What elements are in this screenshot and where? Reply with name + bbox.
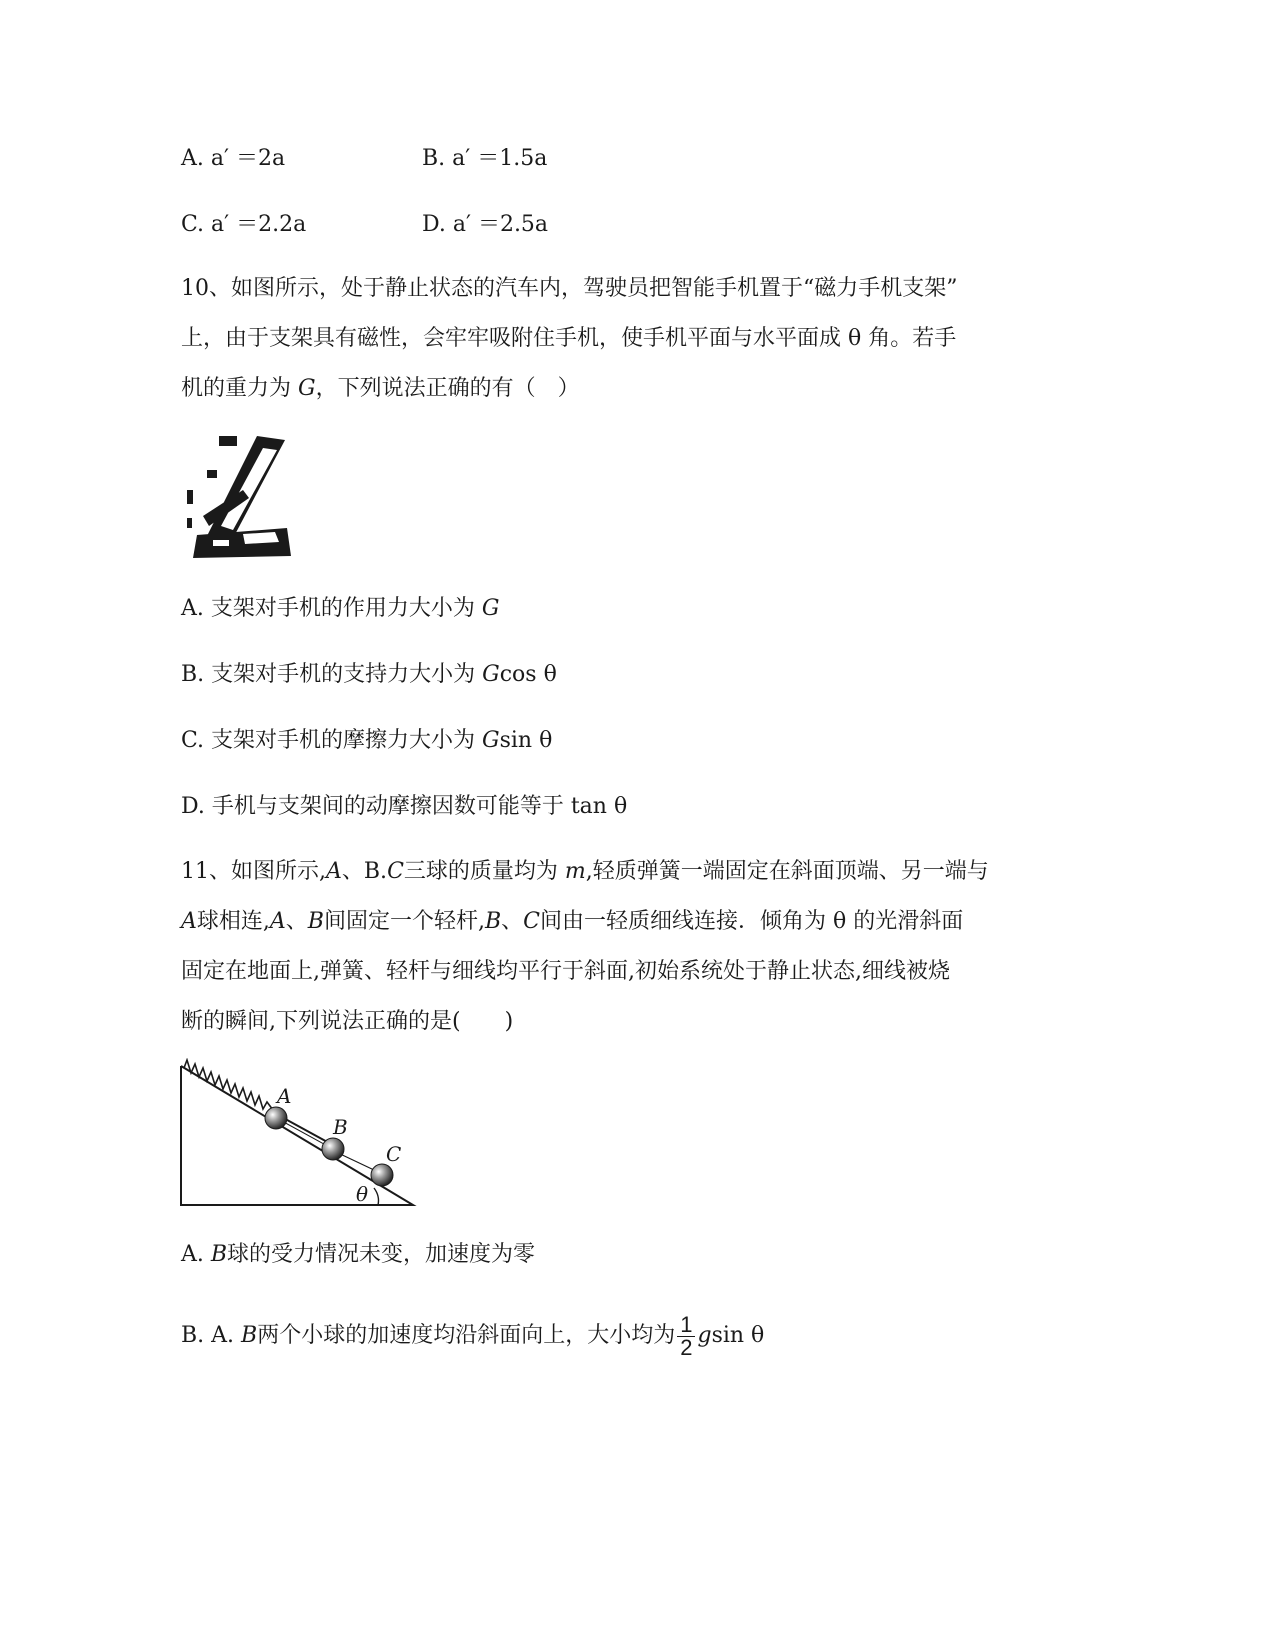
q10-option-b [181, 660, 557, 690]
fraction-denominator: 2 [680, 1334, 693, 1360]
q11-option-b-fraction [677, 1311, 695, 1360]
q11-option-a [181, 1240, 535, 1270]
q11-l1-b: 、B. [341, 859, 388, 884]
q10-line3-prefix: 机的重力为 [181, 376, 298, 401]
q11-l2-a: 球相连, [196, 909, 270, 934]
q11-stem-line3: 固定在地面上,弹簧、轻杆与细线均平行于斜面,初始系统处于静止状态,细线被烧 [181, 959, 950, 984]
fraction-numerator: 1 [677, 1314, 695, 1337]
q10-option-c-text: C. 支架对手机的摩擦力大小为 [181, 728, 483, 753]
q11-l2-d: 、 [501, 909, 524, 934]
label-a: A [277, 1084, 292, 1108]
q11-l2-ball-a2: A [269, 909, 286, 934]
q10-stem-line3 [181, 364, 1051, 414]
spring [184, 1060, 273, 1110]
ball-c [371, 1164, 393, 1186]
q11-l1-ball-c: C [387, 859, 404, 884]
q10-option-b-suffix: cos θ [499, 662, 557, 687]
q10-option-a-text: A. 支架对手机的作用力大小为 [181, 596, 482, 621]
q10-stem-line2: 上，由于支架具有磁性，会牢牢吸附住手机，使手机平面与水平面成 θ 角。若手 [181, 326, 957, 351]
q10-stem [181, 264, 1051, 414]
q10-gravity-var: G [298, 376, 316, 401]
q11-l2-c: 间固定一个轻杆, [323, 909, 485, 934]
q11-option-a-var: B [210, 1242, 228, 1267]
q10-line3-suffix: ，下列说法正确的有（ ） [315, 376, 580, 401]
q11-l1-d: ,轻质弹簧一端固定在斜面顶端、另一端与 [585, 859, 989, 884]
ball-b [322, 1138, 344, 1160]
q11-l2-ball-b2: B [484, 909, 502, 934]
q11-stem-line1 [181, 847, 1051, 897]
q11-option-b [181, 1311, 764, 1361]
q11-l1-ball-a: A [326, 859, 342, 884]
q11-l2-ball-a: A [181, 909, 197, 934]
q11-option-b-g: g [697, 1323, 712, 1348]
q11-option-a-text: 球的受力情况未变，加速度为零 [227, 1242, 536, 1267]
label-b: B [333, 1115, 348, 1139]
q11-stem-line4: 断的瞬间,下列说法正确的是( ) [181, 1009, 514, 1034]
q10-stem-line1: 10、如图所示，处于静止状态的汽车内，驾驶员把智能手机置于“磁力手机支架” [181, 276, 958, 301]
q11-option-b-var: B [241, 1323, 258, 1348]
q10-option-a [181, 594, 499, 624]
q10-option-b-var: G [482, 662, 500, 687]
q10-option-c [181, 726, 552, 756]
ball-a [265, 1107, 287, 1129]
q9-option-c: C. a′ ＝2.2a [181, 212, 307, 237]
q11-l2-e: 间由一轻质细线连接．倾角为 θ 的光滑斜面 [540, 909, 964, 934]
q11-stem [181, 847, 1051, 1047]
q10-option-a-var: G [481, 596, 500, 621]
q11-l2-b: 、 [285, 909, 308, 934]
angle-arc [374, 1188, 379, 1205]
q9-option-d: D. a′ ＝2.5a [422, 212, 549, 237]
q11-incline-figure [176, 1058, 420, 1212]
q10-option-b-text: B. 支架对手机的支持力大小为 [181, 662, 483, 687]
q10-option-d: D. 手机与支架间的动摩擦因数可能等于 tan θ [181, 794, 628, 819]
q11-l1-c: 三球的质量均为 [403, 859, 565, 884]
label-c: C [386, 1142, 402, 1166]
q10-phone-holder-figure [183, 430, 295, 560]
q9-option-a: A. a′ ＝2a [181, 146, 286, 171]
q9-option-b: B. a′ ＝1.5a [422, 146, 548, 171]
q11-l1-a: 11、如图所示, [181, 859, 326, 884]
label-theta: θ [356, 1182, 369, 1206]
q11-l2-ball-b: B [307, 909, 324, 934]
q10-option-c-suffix: sin θ [499, 728, 553, 753]
q11-option-b-prefix: B. A. [181, 1323, 242, 1348]
q11-option-b-text: 两个小球的加速度均沿斜面向上，大小均为 [257, 1323, 676, 1348]
q11-option-a-prefix: A. [181, 1242, 211, 1267]
q11-l2-ball-c: C [523, 909, 540, 934]
q11-option-b-suffix: sin θ [711, 1323, 765, 1348]
q11-stem-line2 [181, 897, 1051, 947]
q10-option-c-var: G [482, 728, 500, 753]
q11-l1-mass: m [564, 859, 586, 884]
